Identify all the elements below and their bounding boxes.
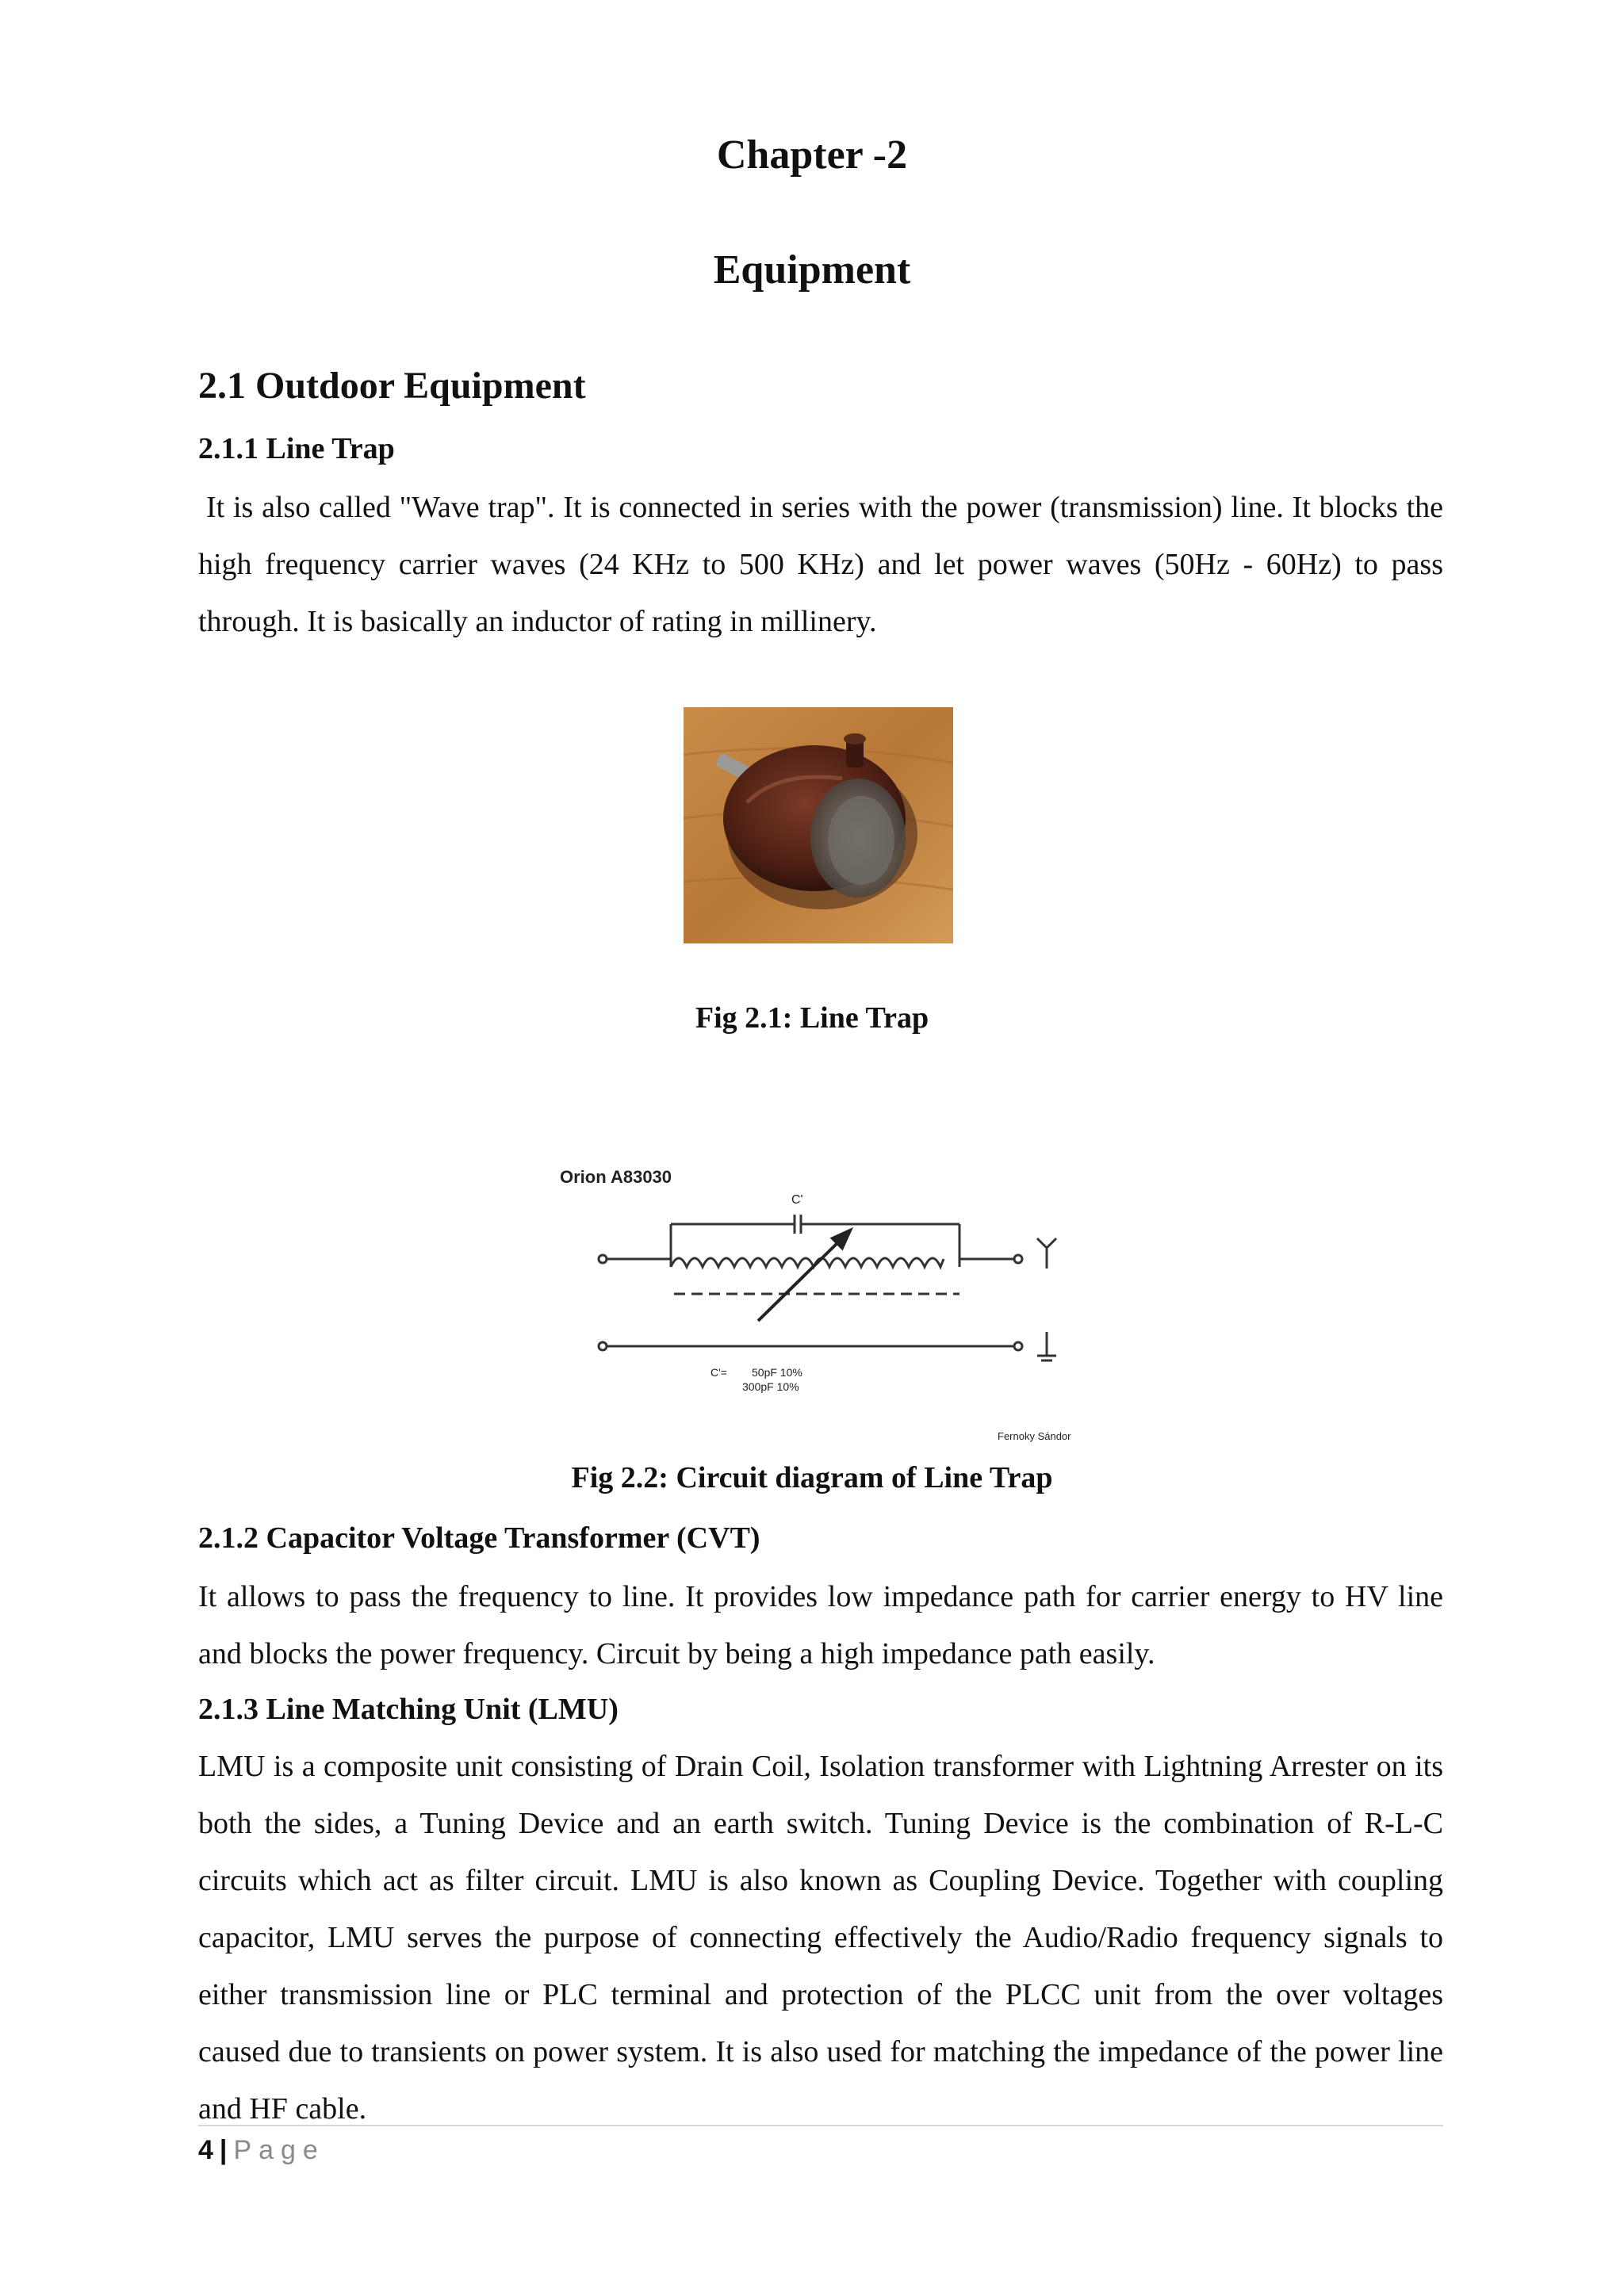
line-trap-paragraph: It is also called "Wave trap". It is connected in series with the power (transmission) line. It blocks the high frequency carrier waves (24 KHz to 500 KHz) and let power waves (50Hz - 60Hz) to pass through. It is basically an inductor of rating in millinery. [198, 491, 1443, 638]
chapter-title: Chapter -2 [716, 132, 908, 178]
section-heading-outdoor-equipment: 2.1 Outdoor Equipment [198, 365, 586, 407]
circuit-credit: Fernoky Sándor [998, 1430, 1071, 1442]
figure-2-1-caption: Fig 2.1: Line Trap [695, 1001, 929, 1035]
section-heading-lmu: 2.1.3 Line Matching Unit (LMU) [198, 1693, 619, 1726]
page-label: Page [233, 2135, 325, 2165]
capacitor-spec-1: 50pF 10% [752, 1366, 802, 1379]
footer-separator: | [219, 2135, 228, 2165]
output-terminal-top [1014, 1255, 1022, 1263]
capacitor-spec-2: 300pF 10% [742, 1380, 799, 1393]
cvt-paragraph: It allows to pass the frequency to line. It provides low impedance path for carrier energy to HV line and blocks the power frequency. Circuit by being a high impedance path easily. [198, 1580, 1443, 1670]
capacitor-spec-prefix: C'= [710, 1366, 727, 1379]
circuit-model-label: Orion A83030 [560, 1167, 672, 1187]
section-heading-line-trap: 2.1.1 Line Trap [198, 432, 395, 465]
section-heading-cvt: 2.1.2 Capacitor Voltage Transformer (CVT) [198, 1521, 760, 1555]
variable-adjust-arrow [758, 1230, 850, 1321]
capacitor-label: C' [791, 1193, 803, 1207]
output-terminal-bottom [1014, 1342, 1022, 1350]
input-terminal-top [599, 1255, 607, 1263]
page-number: 4 [198, 2135, 213, 2165]
capacitor-symbol [671, 1215, 959, 1259]
chapter-subtitle: Equipment [713, 247, 911, 293]
footer-divider [198, 2125, 1443, 2126]
figure-2-2-caption: Fig 2.2: Circuit diagram of Line Trap [571, 1461, 1053, 1494]
line-trap-circuit-diagram [555, 1165, 1110, 1447]
input-terminal-bottom [599, 1342, 607, 1350]
lmu-paragraph: LMU is a composite unit consisting of Drain Coil, Isolation transformer with Lightning Arrester on its both the sides, a Tuning Device and an earth switch. Tuning Device is the combination of R-L-C circuits which act as filter circuit. LMU is also known as Coupling Device. Together with coupling capacitor, LMU serves the purpose of connecting effectively the Audio/Radio frequency signals to either transmission line or PLC terminal and protection of the PLCC unit from the over voltages caused due to transients on power system. It is also used for matching the impedance of the power line and HF cable. [198, 1750, 1443, 2126]
line-trap-photo [684, 707, 953, 943]
ground-icon [1037, 1332, 1056, 1360]
page-footer [198, 2134, 325, 2167]
antenna-icon [1037, 1238, 1056, 1269]
